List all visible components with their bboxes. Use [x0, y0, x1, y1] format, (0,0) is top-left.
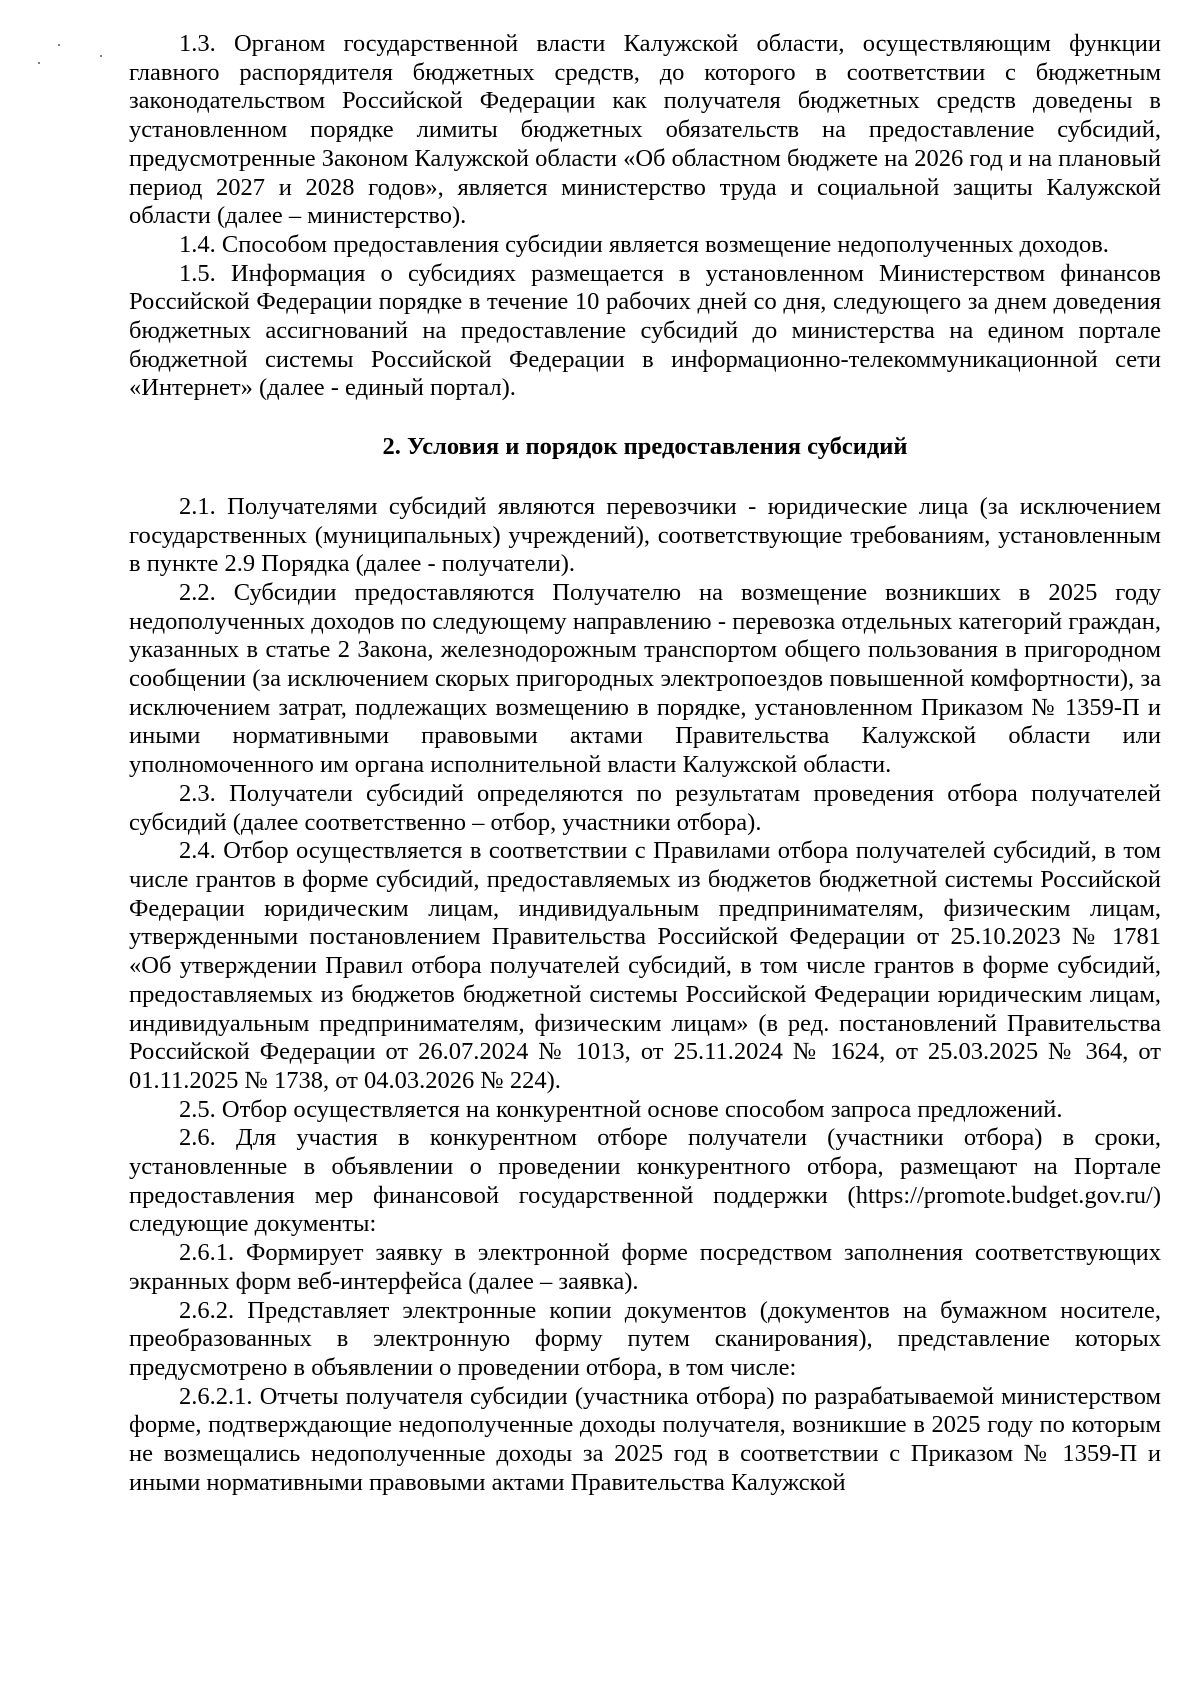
- scan-speck: [58, 44, 60, 46]
- paragraph-2-1: 2.1. Получателями субсидий являются перевозчики - юридические лица (за исключением государственных (муниципальных) учреждений), соответствующие требованиям, установленным в пункте 2.9 Порядка (далее - получатели).: [129, 492, 1161, 578]
- paragraph-2-6-2: 2.6.2. Представляет электронные копии документов (документов на бумажном носителе, преобразованных в электронную форму путем сканирования), представление которых предусмотрено в объявлении о проведении отбора, в том числе:: [129, 1296, 1161, 1381]
- scan-speck: [38, 62, 40, 64]
- paragraph-1-5: 1.5. Информация о субсидиях размещается в установленном Министерством финансов Российской Федерации порядке в течение 10 рабочих дней со дня, следующего за днем доведения бюджетных ассигнований на предоставление субсидий до министерства на едином портале бюджетной системы Российской Федерации в информационно-телекоммуникационной сети «Интернет» (далее - единый портал).: [129, 259, 1161, 402]
- document-page: [129, 30, 1161, 1497]
- scan-speck: [100, 55, 102, 57]
- paragraph-2-6-1: 2.6.1. Формирует заявку в электронной форме посредством заполнения соответствующих экранных форм веб-интерфейса (далее – заявка).: [129, 1239, 1161, 1295]
- paragraph-1-3: 1.3. Органом государственной власти Калужской области, осуществляющим функции главного распорядителя бюджетных средств, до которого в соответствии с бюджетным законодательством Российской Федерации как получателя бюджетных средств доведены в установленном порядке лимиты бюджетных обязательств на предоставление субсидий, предусмотренные Законом Калужской области «Об областном бюджете на 2026 год и на плановый период 2027 и 2028 годов», является министерство труда и социальной защиты Калужской области (далее – министерство).: [129, 30, 1162, 230]
- paragraph-2-6-2-1: 2.6.2.1. Отчеты получателя субсидии (участника отбора) по разрабатываемой министерством форме, подтверждающие недополученные доходы получателя, возникшие в 2025 году по которым не возмещались недополученные доходы за 2025 год в соответствии с Приказом № 1359-П и иными нормативными правовыми актами Правительства Калужской: [129, 1382, 1161, 1496]
- paragraph-2-5: 2.5. Отбор осуществляется на конкурентной основе способом запроса предложений.: [179, 1095, 1063, 1123]
- paragraph-2-6: 2.6. Для участия в конкурентном отборе получатели (участники отбора) в сроки, установленные в объявлении о проведении конкурентного отбора, размещают на Портале предоставления мер финансовой государственной поддержки (https://promote.budget.gov.ru/) следующие документы:: [129, 1124, 1161, 1238]
- paragraph-2-3: 2.3. Получатели субсидий определяются по результатам проведения отбора получателей субсидий (далее соответственно – отбор, участники отбора).: [129, 779, 1161, 836]
- section-title: 2. Условия и порядок предоставления субсидий: [382, 433, 908, 461]
- paragraph-2-4: 2.4. Отбор осуществляется в соответствии с Правилами отбора получателей субсидий, в том числе грантов в форме субсидий, предоставляемых из бюджетов бюджетной системы Российской Федерации юридическим лицам, индивидуальным предпринимателям, физическим лицам, утвержденными постановлением Правительства Российской Федерации от 25.10.2023 № 1781 «Об утверждении Правил отбора получателей субсидий, в том числе грантов в форме субсидий, предоставляемых из бюджетов бюджетной системы Российской Федерации юридическим лицам, индивидуальным предпринимателям, физическим лицам» (в ред. постановлений Правительства Российской Федерации от 26.07.2024 № 1013, от 25.11.2024 № 1624, от 25.03.2025 № 364, от 01.11.2025 № 1738, от 04.03.2026 № 224).: [129, 837, 1161, 1094]
- paragraph-2-2: 2.2. Субсидии предоставляются Получателю на возмещение возникших в 2025 году недополученных доходов по следующему направлению - перевозка отдельных категорий граждан, указанных в статье 2 Закона, железнодорожным транспортом общего пользования в пригородном сообщении (за исключением скорых пригородных электропоездов повышенной комфортности), за исключением затрат, подлежащих возмещению в порядке, установленном Приказом № 1359-П и иными нормативными правовыми актами Правительства Калужской области или уполномоченного им органа исполнительной власти Калужской области.: [129, 578, 1161, 779]
- paragraph-1-4: 1.4. Способом предоставления субсидии является возмещение недополученных доходов.: [179, 230, 1109, 258]
